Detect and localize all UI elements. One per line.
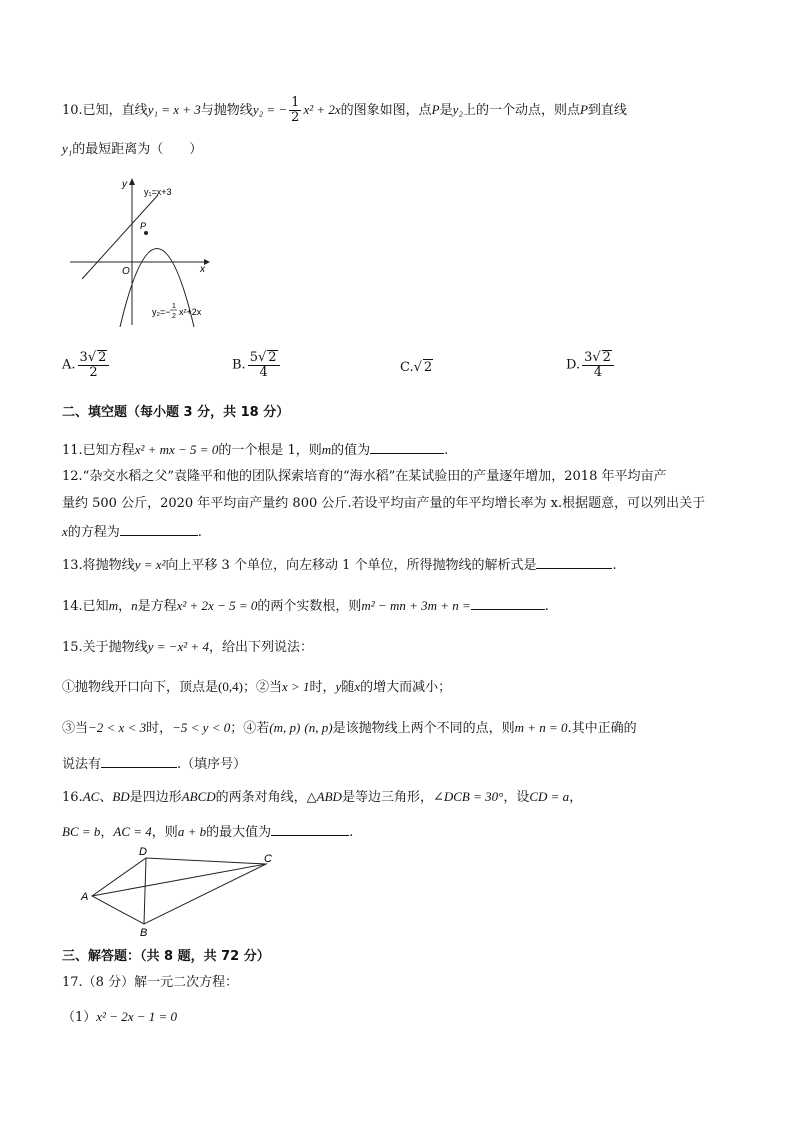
point-P-label: P	[140, 221, 147, 231]
q17-part1: （1）x² − 2x − 1 = 0	[62, 1009, 178, 1025]
q10-line1: 10.已知，直线y₁ = x + 3与抛物线y₂ = − $\frac{1}{2}$ x² + 2x的图象如图，点P是y₂上的一个动点，则点P到直线	[62, 95, 627, 125]
diagonal-BD	[144, 858, 146, 924]
q14-answer-blank[interactable]	[471, 595, 545, 610]
q16-line2: BC = b，AC = 4，则a + b的最大值为 .	[62, 821, 353, 842]
q11: 11.已知方程x² + mx − 5 = 0的一个根是 1，则m的值为 .	[62, 439, 448, 460]
q15-line2: ①抛物线开口向下，顶点是(0,4)；②当x > 1时，y随x的增大而减小；	[62, 679, 452, 695]
diagonal-AC	[92, 864, 266, 896]
q15-line3: ③当−2 < x < 3时，−5 < y < 0；④若(m, p) (n, p)是该抛物线上两个不同的点，则m + n = 0.其中正确的	[62, 720, 637, 736]
q14: 14.已知m，n是方程x² + 2x − 5 = 0的两个实数根，则m² − mn + 3m + n = .	[62, 595, 549, 616]
option-b: B. $\frac{5√ 2}{4}$	[232, 350, 282, 380]
x-axis-label: x	[200, 264, 205, 275]
q10-graph	[64, 175, 214, 330]
vertex-C: C	[264, 853, 272, 865]
vertex-D: D	[139, 846, 147, 858]
option-c: C.√ 2	[400, 360, 433, 375]
q12-line2: 量约 500 公斤，2020 年平均亩产量约 800 公斤.若设平均亩产量的年平均增长率为 x.根据题意，可以列出关于	[62, 496, 706, 511]
section2-heading: 二、填空题（每小题 3 分，共 18 分）	[62, 405, 290, 420]
q15-line4: 说法有 .（填序号）	[62, 753, 246, 774]
parabola-label-den: 2	[172, 313, 176, 320]
section3-heading: 三、解答题：（共 8 题，共 72 分）	[62, 949, 270, 964]
q16-line1: 16.AC、BD是四边形ABCD的两条对角线，△ABD是等边三角形，∠DCB = 30°，设CD = a，	[62, 789, 583, 805]
option-a: A. $\frac{3√ 2}{2}$	[62, 350, 111, 380]
vertex-B: B	[140, 927, 148, 939]
parabola-label-left: y₂=−	[152, 307, 171, 317]
line-y1	[82, 195, 158, 279]
point-P	[144, 231, 148, 235]
q15-line1: 15.关于抛物线y = −x² + 4，给出下列说法：	[62, 639, 313, 655]
y-axis-arrow	[129, 178, 135, 185]
q11-answer-blank[interactable]	[370, 439, 444, 454]
q17-title: 17.（8 分）解一元二次方程：	[62, 975, 239, 990]
q16-answer-blank[interactable]	[271, 821, 349, 836]
parabola-label-num: 1	[172, 303, 176, 310]
q12-answer-blank[interactable]	[120, 521, 198, 536]
origin-label: O	[122, 266, 130, 277]
q13: 13.将抛物线y = x²向上平移 3 个单位，向左移动 1 个单位，所得抛物线的解析式是 .	[62, 554, 617, 575]
q12-line1: 12.“杂交水稻之父”袁隆平和他的团队探索培育的“海水稻”在某试验田的产量逐年增加，2018 年平均亩产	[62, 469, 667, 484]
option-d: D. $\frac{3√ 2}{4}$	[566, 350, 616, 380]
q16-figure	[76, 842, 286, 939]
q10-line2: y₁的最短距离为（ ）	[62, 141, 203, 157]
line-y1-label: y₁=x+3	[144, 187, 172, 197]
q15-answer-blank[interactable]	[101, 753, 177, 768]
vertex-A: A	[81, 891, 89, 903]
parabola-label-right: x²+2x	[179, 307, 202, 317]
y-axis-label: y	[122, 179, 127, 190]
q13-answer-blank[interactable]	[536, 554, 612, 569]
q12-line3: x的方程为 .	[62, 521, 202, 542]
